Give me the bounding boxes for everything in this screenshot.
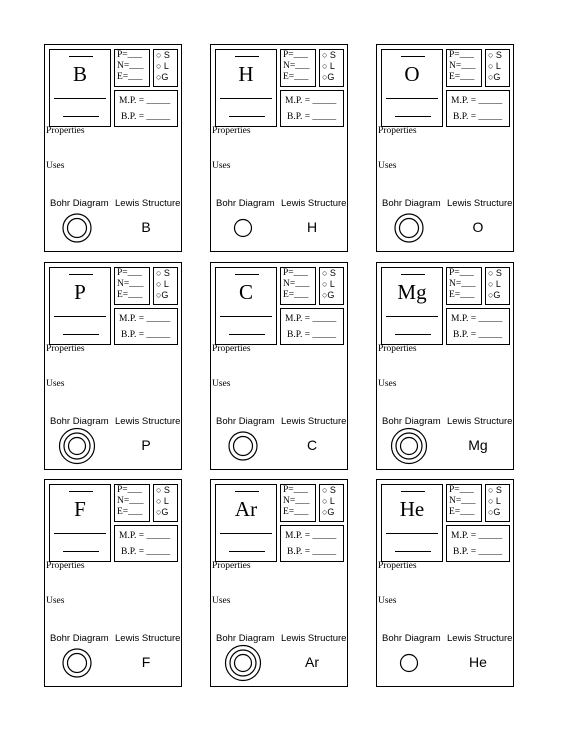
lewis-structure-symbol: Mg <box>468 437 488 453</box>
bohr-shell-ring <box>401 438 418 455</box>
state-of-matter-box <box>319 484 344 522</box>
subatomic-particles-box <box>280 267 316 305</box>
bohr-diagram-label: Bohr Diagram <box>216 633 275 644</box>
state-option-liquid[interactable]: ○ L <box>156 61 169 71</box>
neutrons-field: N=___ <box>117 61 144 71</box>
element-symbol-box <box>381 484 443 562</box>
state-option-gas[interactable]: ○G <box>488 72 501 82</box>
electrons-field: E=___ <box>283 72 309 82</box>
melting-point-field: M.P. = _____ <box>451 531 503 541</box>
lewis-structure-symbol: O <box>472 219 484 235</box>
element-name-blank <box>54 533 106 534</box>
atomic-mass-blank <box>229 334 265 335</box>
melting-boiling-point-box <box>446 525 510 562</box>
element-symbol: O <box>404 62 420 86</box>
element-symbol-box <box>215 267 277 345</box>
melting-boiling-point-box <box>280 308 344 345</box>
boiling-point-field: B.P. = _____ <box>121 112 171 122</box>
bohr-shell-ring <box>234 437 253 456</box>
lewis-structure-symbol: Ar <box>305 654 319 670</box>
element-name-blank <box>220 316 272 317</box>
bohr-diagram <box>223 426 263 466</box>
lewis-structure-label: Lewis Structure <box>447 416 513 427</box>
bohr-shell-ring <box>235 655 252 672</box>
electrons-field: E=___ <box>449 290 475 300</box>
neutrons-field: N=___ <box>117 496 144 506</box>
bohr-shell-ring <box>401 655 418 672</box>
element-symbol-box <box>381 267 443 345</box>
bohr-diagram <box>389 426 429 466</box>
bohr-diagram <box>57 208 97 248</box>
atomic-number-blank <box>401 274 425 275</box>
bohr-shell-ring <box>235 220 252 237</box>
electrons-field: E=___ <box>449 507 475 517</box>
lewis-structure-label: Lewis Structure <box>447 198 513 209</box>
atomic-number-blank <box>235 56 259 57</box>
atomic-number-blank <box>401 491 425 492</box>
uses-label: Uses <box>378 161 397 171</box>
protons-field: P=___ <box>283 50 308 60</box>
state-option-liquid[interactable]: ○ L <box>322 61 335 71</box>
bohr-diagram-label: Bohr Diagram <box>216 416 275 427</box>
state-of-matter-box <box>485 49 510 87</box>
subatomic-particles-box <box>280 484 316 522</box>
properties-label: Properties <box>378 344 417 354</box>
state-option-liquid[interactable]: ○ L <box>156 279 169 289</box>
atomic-mass-blank <box>395 551 431 552</box>
melting-point-field: M.P. = _____ <box>285 314 337 324</box>
bohr-diagram <box>389 208 429 248</box>
melting-boiling-point-box <box>280 90 344 127</box>
atomic-number-blank <box>69 491 93 492</box>
boiling-point-field: B.P. = _____ <box>121 547 171 557</box>
state-of-matter-box <box>319 49 344 87</box>
lewis-structure-label: Lewis Structure <box>115 198 181 209</box>
bohr-diagram <box>57 426 97 466</box>
atomic-number-blank <box>235 491 259 492</box>
state-option-gas[interactable]: ○G <box>156 72 169 82</box>
element-symbol: B <box>72 62 87 86</box>
bohr-shell-ring <box>396 433 422 459</box>
state-option-solid[interactable]: ○ S <box>156 485 170 495</box>
boiling-point-field: B.P. = _____ <box>287 112 337 122</box>
properties-label: Properties <box>46 561 85 571</box>
element-card <box>210 262 348 470</box>
atomic-mass-blank <box>229 116 265 117</box>
subatomic-particles-box <box>114 484 150 522</box>
state-option-liquid[interactable]: ○ L <box>488 496 501 506</box>
electrons-field: E=___ <box>117 72 143 82</box>
bohr-diagram-label: Bohr Diagram <box>50 633 109 644</box>
element-symbol: F <box>74 497 86 521</box>
state-option-gas[interactable]: ○G <box>322 507 335 517</box>
atomic-mass-blank <box>63 116 99 117</box>
melting-boiling-point-box <box>114 90 178 127</box>
state-of-matter-box <box>153 267 178 305</box>
bohr-shell-ring <box>68 654 87 673</box>
state-option-solid[interactable]: ○ S <box>322 485 336 495</box>
element-symbol-box <box>49 49 111 127</box>
protons-field: P=___ <box>117 485 142 495</box>
state-option-liquid[interactable]: ○ L <box>488 279 501 289</box>
state-option-solid[interactable]: ○ S <box>156 50 170 60</box>
element-symbol: Ar <box>234 497 258 521</box>
state-of-matter-box <box>319 267 344 305</box>
uses-label: Uses <box>212 596 231 606</box>
subatomic-particles-box <box>446 484 482 522</box>
neutrons-field: N=___ <box>117 279 144 289</box>
bohr-diagram <box>389 643 429 683</box>
element-symbol: C <box>238 280 253 304</box>
lewis-structure-symbol: F <box>141 654 151 670</box>
melting-point-field: M.P. = _____ <box>285 96 337 106</box>
neutrons-field: N=___ <box>283 279 310 289</box>
lewis-structure-symbol: He <box>469 654 487 670</box>
protons-field: P=___ <box>283 268 308 278</box>
uses-label: Uses <box>46 596 65 606</box>
bohr-shell-ring <box>68 219 87 238</box>
state-option-liquid[interactable]: ○ L <box>322 496 335 506</box>
bohr-diagram-label: Bohr Diagram <box>50 416 109 427</box>
atomic-mass-blank <box>395 334 431 335</box>
state-of-matter-box <box>485 267 510 305</box>
element-card <box>376 44 514 252</box>
element-card <box>376 262 514 470</box>
protons-field: P=___ <box>117 50 142 60</box>
state-option-solid[interactable]: ○ S <box>488 268 502 278</box>
boiling-point-field: B.P. = _____ <box>121 330 171 340</box>
atomic-number-blank <box>69 56 93 57</box>
element-symbol-box <box>49 484 111 562</box>
state-option-liquid[interactable]: ○ L <box>322 279 335 289</box>
state-option-gas[interactable]: ○G <box>156 290 169 300</box>
melting-boiling-point-box <box>114 308 178 345</box>
element-name-blank <box>54 98 106 99</box>
bohr-diagram <box>223 208 263 248</box>
state-option-solid[interactable]: ○ S <box>488 50 502 60</box>
element-name-blank <box>386 533 438 534</box>
boiling-point-field: B.P. = _____ <box>453 330 503 340</box>
melting-point-field: M.P. = _____ <box>119 314 171 324</box>
bohr-diagram-label: Bohr Diagram <box>216 198 275 209</box>
electrons-field: E=___ <box>449 72 475 82</box>
state-option-gas[interactable]: ○G <box>322 72 335 82</box>
state-option-gas[interactable]: ○G <box>488 507 501 517</box>
bohr-diagram-label: Bohr Diagram <box>382 198 441 209</box>
uses-label: Uses <box>46 379 65 389</box>
melting-boiling-point-box <box>446 308 510 345</box>
protons-field: P=___ <box>449 485 474 495</box>
neutrons-field: N=___ <box>449 496 476 506</box>
element-symbol-box <box>215 484 277 562</box>
element-name-blank <box>54 316 106 317</box>
state-of-matter-box <box>153 484 178 522</box>
properties-label: Properties <box>212 344 251 354</box>
bohr-shell-ring <box>392 429 427 464</box>
atomic-mass-blank <box>63 551 99 552</box>
subatomic-particles-box <box>446 267 482 305</box>
subatomic-particles-box <box>446 49 482 87</box>
element-card <box>44 44 182 252</box>
element-symbol: He <box>399 497 425 521</box>
boiling-point-field: B.P. = _____ <box>287 547 337 557</box>
melting-point-field: M.P. = _____ <box>285 531 337 541</box>
state-option-solid[interactable]: ○ S <box>488 485 502 495</box>
uses-label: Uses <box>212 161 231 171</box>
atomic-mass-blank <box>395 116 431 117</box>
protons-field: P=___ <box>283 485 308 495</box>
lewis-structure-symbol: P <box>141 437 151 453</box>
neutrons-field: N=___ <box>449 279 476 289</box>
element-card <box>210 44 348 252</box>
state-option-gas[interactable]: ○G <box>488 290 501 300</box>
bohr-diagram-label: Bohr Diagram <box>382 633 441 644</box>
melting-point-field: M.P. = _____ <box>119 531 171 541</box>
element-symbol-box <box>381 49 443 127</box>
state-option-gas[interactable]: ○G <box>156 507 169 517</box>
uses-label: Uses <box>378 379 397 389</box>
state-option-solid[interactable]: ○ S <box>322 50 336 60</box>
bohr-shell-ring <box>60 429 95 464</box>
atomic-number-blank <box>69 274 93 275</box>
properties-label: Properties <box>46 344 85 354</box>
state-option-liquid[interactable]: ○ L <box>156 496 169 506</box>
neutrons-field: N=___ <box>283 61 310 71</box>
lewis-structure-label: Lewis Structure <box>115 416 181 427</box>
properties-label: Properties <box>378 561 417 571</box>
properties-label: Properties <box>212 126 251 136</box>
lewis-structure-symbol: H <box>306 219 318 235</box>
boiling-point-field: B.P. = _____ <box>453 547 503 557</box>
element-name-blank <box>386 98 438 99</box>
neutrons-field: N=___ <box>449 61 476 71</box>
bohr-shell-ring <box>400 219 419 238</box>
melting-boiling-point-box <box>114 525 178 562</box>
uses-label: Uses <box>378 596 397 606</box>
state-option-gas[interactable]: ○G <box>322 290 335 300</box>
melting-point-field: M.P. = _____ <box>451 96 503 106</box>
bohr-diagram-label: Bohr Diagram <box>50 198 109 209</box>
state-option-solid[interactable]: ○ S <box>322 268 336 278</box>
state-of-matter-box <box>485 484 510 522</box>
element-symbol-box <box>49 267 111 345</box>
atomic-number-blank <box>235 274 259 275</box>
melting-point-field: M.P. = _____ <box>451 314 503 324</box>
element-card <box>210 479 348 687</box>
melting-boiling-point-box <box>280 525 344 562</box>
element-card <box>376 479 514 687</box>
state-option-solid[interactable]: ○ S <box>156 268 170 278</box>
element-name-blank <box>220 533 272 534</box>
lewis-structure-label: Lewis Structure <box>281 198 347 209</box>
uses-label: Uses <box>46 161 65 171</box>
atomic-mass-blank <box>229 551 265 552</box>
boiling-point-field: B.P. = _____ <box>453 112 503 122</box>
properties-label: Properties <box>212 561 251 571</box>
subatomic-particles-box <box>280 49 316 87</box>
atomic-number-blank <box>401 56 425 57</box>
electrons-field: E=___ <box>283 507 309 517</box>
element-symbol-box <box>215 49 277 127</box>
neutrons-field: N=___ <box>283 496 310 506</box>
element-name-blank <box>220 98 272 99</box>
electrons-field: E=___ <box>283 290 309 300</box>
protons-field: P=___ <box>117 268 142 278</box>
uses-label: Uses <box>212 379 231 389</box>
properties-label: Properties <box>46 126 85 136</box>
element-card <box>44 479 182 687</box>
state-of-matter-box <box>153 49 178 87</box>
state-option-liquid[interactable]: ○ L <box>488 61 501 71</box>
element-name-blank <box>386 316 438 317</box>
bohr-diagram <box>57 643 97 683</box>
protons-field: P=___ <box>449 268 474 278</box>
lewis-structure-label: Lewis Structure <box>447 633 513 644</box>
bohr-diagram-label: Bohr Diagram <box>382 416 441 427</box>
melting-point-field: M.P. = _____ <box>119 96 171 106</box>
bohr-shell-ring <box>226 646 261 681</box>
boiling-point-field: B.P. = _____ <box>287 330 337 340</box>
properties-label: Properties <box>378 126 417 136</box>
subatomic-particles-box <box>114 49 150 87</box>
element-symbol: H <box>238 62 254 86</box>
melting-boiling-point-box <box>446 90 510 127</box>
lewis-structure-label: Lewis Structure <box>115 633 181 644</box>
atomic-mass-blank <box>63 334 99 335</box>
lewis-structure-symbol: C <box>306 437 318 453</box>
bohr-shell-ring <box>69 438 86 455</box>
subatomic-particles-box <box>114 267 150 305</box>
electrons-field: E=___ <box>117 507 143 517</box>
element-symbol: Mg <box>397 280 427 304</box>
lewis-structure-label: Lewis Structure <box>281 633 347 644</box>
element-card <box>44 262 182 470</box>
lewis-structure-label: Lewis Structure <box>281 416 347 427</box>
element-symbol: P <box>74 280 86 304</box>
electrons-field: E=___ <box>117 290 143 300</box>
lewis-structure-symbol: B <box>141 219 151 235</box>
protons-field: P=___ <box>449 50 474 60</box>
bohr-diagram <box>223 643 263 683</box>
